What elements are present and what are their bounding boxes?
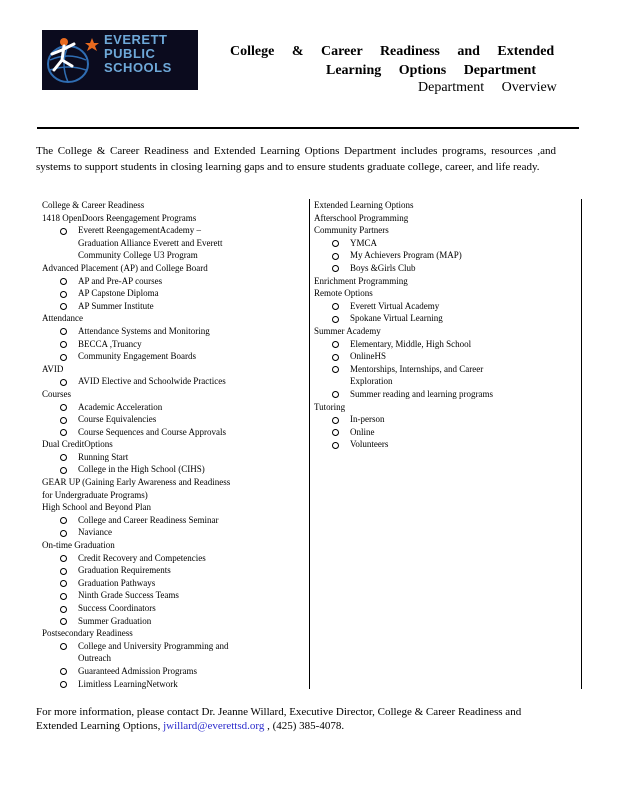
bullet-icon [60,530,67,537]
item-label: OnlineHS [350,351,386,362]
logo-line-2: PUBLIC [104,46,156,61]
bullet-icon [60,404,67,411]
program-item [42,300,294,313]
item-label: AP and Pre-AP courses [78,275,163,286]
item-label: Postsecondary Readiness [42,628,133,639]
program-item [42,652,294,665]
program-item [42,275,294,288]
item-label: Naviance [78,527,112,538]
item-label: Attendance Systems and Monitoring [78,325,210,336]
logo-line-1: EVERETT [104,32,168,47]
item-label: YMCA [350,237,378,248]
item-label: Enrichment Programming [314,275,408,286]
bullet-icon [332,240,339,247]
bullet-icon [60,643,67,650]
bullet-icon [60,354,67,361]
item-label: Dual CreditOptions [42,439,113,450]
bullet-icon [60,467,67,474]
program-item [314,249,536,262]
bullet-icon [60,580,67,587]
item-label: Summer Graduation [78,615,152,626]
program-item [42,615,294,628]
item-label: Summer reading and learning programs [350,388,493,399]
item-label: Extended Learning Options [314,200,414,210]
item-label: BECCA ,Truancy [78,338,142,349]
program-item [42,426,294,439]
intro-paragraph: The College & Career Readiness and Extended Learning Options Department includes programs, resources ,and systems to support students in closing learning gaps and to ensure students graduate college, career, and life ready. [36,145,556,173]
item-label: Afterschool Programming [314,212,409,223]
program-item [42,602,294,615]
program-heading [42,363,294,376]
bullet-icon [332,391,339,398]
bullet-icon [60,291,67,298]
item-label: High School and Beyond Plan [42,502,151,513]
bullet-icon [60,593,67,600]
runner-globe-icon [42,30,102,90]
bullet-icon [332,429,339,436]
program-heading [314,401,536,414]
page-subtitle: Department Overview [418,80,557,95]
program-item [314,350,536,363]
program-heading [42,539,294,552]
program-heading [314,212,536,225]
item-label: Success Coordinators [78,603,156,613]
program-item [314,338,536,351]
program-item [42,640,294,653]
item-label: for Undergraduate Programs) [42,489,148,500]
program-item [42,350,294,363]
item-label: In-person [350,414,385,425]
bullet-icon [332,316,339,323]
right-border [581,199,582,689]
program-heading [314,224,536,237]
item-label: AVID Elective and Schoolwide Practices [78,376,226,387]
item-label: Exploration [350,376,393,387]
program-heading [42,489,294,502]
right-program-column [314,199,536,451]
item-label: On-time Graduation [42,540,115,551]
item-label: Running Start [78,451,129,462]
footer-phone: , (425) 385-4078. [264,720,345,732]
program-heading [42,438,294,451]
bullet-icon [60,568,67,575]
item-label: Tutoring [314,401,346,412]
program-item [42,589,294,602]
program-item [42,287,294,300]
program-item [314,312,536,325]
header-rule [37,127,579,129]
item-label: Online [350,426,375,437]
bullet-icon [60,278,67,285]
item-label: Advanced Placement (AP) and College Board [42,262,208,273]
bullet-icon [60,668,67,675]
item-label: Remote Options [314,288,373,299]
bullet-icon [60,328,67,335]
program-item [42,401,294,414]
bullet-icon [332,442,339,449]
bullet-icon [60,417,67,424]
bullet-icon [60,606,67,613]
everett-public-schools-logo [42,30,198,90]
item-label: Credit Recovery and Competencies [78,552,206,563]
program-item [314,375,536,388]
program-item [42,375,294,388]
item-label: Academic Acceleration [78,401,163,412]
bullet-icon [60,681,67,688]
page-title-line-1: College & Career Readiness and Extended [230,44,555,59]
item-label: AP Capstone Diploma [78,288,159,299]
item-label: Attendance [42,313,83,324]
item-label: Mentorships, Internships, and Career [350,363,484,374]
item-label: Summer Academy [314,325,381,336]
program-item [42,413,294,426]
bullet-icon [60,303,67,310]
left-program-column [42,199,294,690]
item-label: Community College U3 Program [78,250,198,261]
item-label: College and Career Readiness Seminar [78,514,219,525]
contact-email-link[interactable]: jwillard@everettsd.org [163,720,265,732]
program-item [314,426,536,439]
bullet-icon [332,341,339,348]
program-item [42,463,294,476]
program-heading [42,476,294,489]
program-heading [314,325,536,338]
item-label: Boys &Girls Club [350,262,416,273]
item-label: Graduation Requirements [78,565,171,576]
program-item [42,338,294,351]
bullet-icon [60,454,67,461]
bullet-icon [332,265,339,272]
program-heading [314,199,536,212]
program-heading [42,262,294,275]
program-item [42,577,294,590]
program-heading [42,212,294,225]
item-label: 1418 OpenDoors Reengagement Programs [42,212,197,223]
contact-footer [36,705,536,733]
item-label: College & Career Readiness [42,200,145,210]
item-label: Course Sequences and Course Approvals [78,426,226,437]
bullet-icon [332,354,339,361]
item-label: College and University Programming and [78,640,229,651]
program-item [42,526,294,539]
item-label: Outreach [78,653,111,664]
program-item [314,388,536,401]
item-label: Elementary, Middle, High School [350,338,472,349]
bullet-icon [332,366,339,373]
program-heading [314,287,536,300]
program-item [42,564,294,577]
program-item [42,451,294,464]
program-item [42,678,294,691]
item-label: Everett ReengagementAcademy – [78,225,201,236]
item-label: Courses [42,388,71,399]
item-label: Community Engagement Boards [78,351,196,362]
item-label: College in the High School (CIHS) [78,464,205,475]
item-label: Graduation Pathways [78,577,156,588]
program-item [314,300,536,313]
program-item [314,438,536,451]
logo-line-3: SCHOOLS [104,60,172,75]
item-label: Ninth Grade Success Teams [78,590,179,601]
page-title-line-2: Learning Options Department [326,63,536,78]
program-item [314,363,536,376]
footer-text: For more information, please contact Dr. Jeanne Willard, Executive Director, College & Career Readiness and Extended Learning Options, [36,706,522,732]
program-heading [42,199,294,212]
item-label: GEAR UP (Gaining Early Awareness and Readiness [42,477,231,488]
program-item [314,237,536,250]
item-label: My Achievers Program (MAP) [350,250,462,261]
program-heading [42,312,294,325]
program-item [42,514,294,527]
program-item [42,665,294,678]
program-heading [42,501,294,514]
program-item [314,413,536,426]
program-item [42,552,294,565]
item-label: Guaranteed Admission Programs [78,665,197,676]
program-heading [314,275,536,288]
item-label: Spokane Virtual Learning [350,313,443,324]
bullet-icon [60,341,67,348]
bullet-icon [332,303,339,310]
item-label: Limitless LearningNetwork [78,678,178,689]
item-label: AVID [42,363,64,374]
item-label: Everett Virtual Academy [350,300,440,311]
bullet-icon [60,555,67,562]
program-heading [42,388,294,401]
item-label: Graduation Alliance Everett and Everett [78,237,223,248]
program-item [42,224,294,237]
bullet-icon [60,429,67,436]
item-label: Community Partners [314,225,389,236]
program-item [314,262,536,275]
item-label: Course Equivalencies [78,414,157,425]
bullet-icon [332,417,339,424]
program-item [42,249,294,262]
program-item [42,325,294,338]
program-item [42,237,294,250]
column-divider [309,199,310,689]
item-label: AP Summer Institute [78,300,154,311]
program-heading [42,627,294,640]
bullet-icon [332,253,339,260]
bullet-icon [60,517,67,524]
item-label: Volunteers [350,439,389,450]
bullet-icon [60,618,67,625]
bullet-icon [60,228,67,235]
bullet-icon [60,379,67,386]
